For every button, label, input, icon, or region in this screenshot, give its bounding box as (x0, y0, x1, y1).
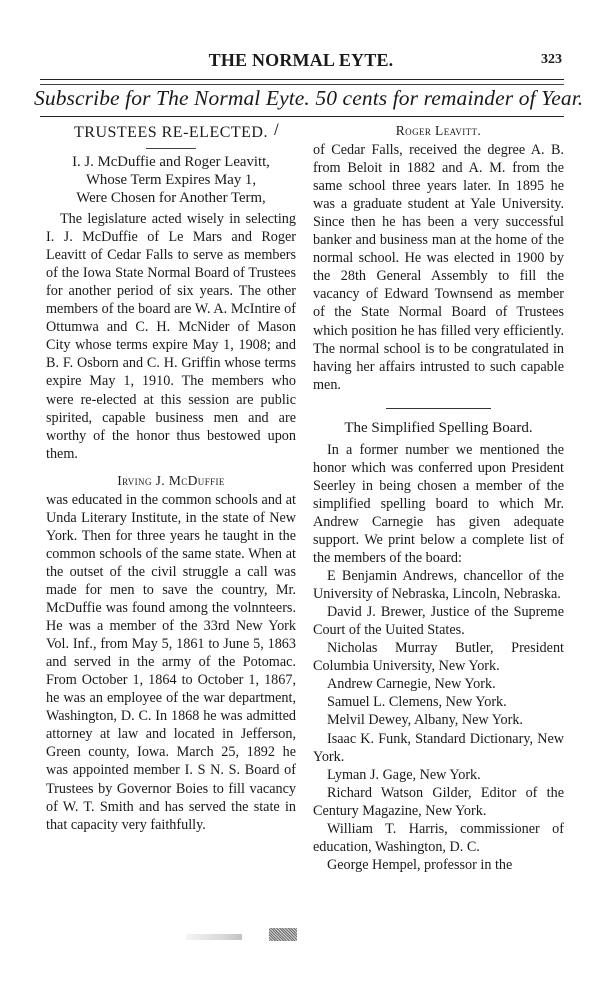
page-number: 323 (541, 52, 562, 67)
member-item: Samuel L. Clemens, New York. (327, 694, 507, 711)
member-item: Andrew Carnegie, New York. (327, 676, 496, 693)
title-rule (146, 148, 196, 149)
member-list (313, 567, 564, 874)
intro-paragraph: The legislature acted wisely in selecting I. J. McDuffie of Le Mars and Roger Leavitt of Cedar Falls to serve as members of the Iowa State Normal Board of Trustees for another period of six years. The other members of the board are W. A. McIntire of Ottumwa and C. H. McNider of Mason City whose terms expire May 1, 1908; and B. F. Osborn and C. H. Griffin whose terms expire May 1, 1910. The members who were re-elected at this session are public spirited, capable business men and are worthy of the honor thus bestowed upon them. (46, 211, 296, 462)
print-smudge (186, 934, 242, 940)
section-title-trustees: TRUSTEES RE-ELECTED. (74, 124, 268, 141)
member-item: Nicholas Murray Butler, President Columbia University, New York. (313, 640, 564, 675)
leavitt-paragraph: of Cedar Falls, received the degree A. B. from Beloit in 1882 and A. M. from the same school three years later. In 1895 he was a graduate student at Yale University. Since then he has been a very successful banker and business man at the home of the normal school. He was elected in 1900 by the 28th General Assembly to fill the vacancy of Edward Townsend as member of the State Normal Board of Trustees which position he has filled very efficiently. The normal school is to be congratulated in having her affairs intrusted to such capable men. (313, 142, 564, 393)
member-item: Lyman J. Gage, New York. (327, 766, 481, 783)
member-item: David J. Brewer, Justice of the Supreme Court of the Uuited States. (313, 604, 564, 639)
member-item: George Hempel, professor in the (327, 856, 513, 873)
pencil-mark: / (274, 122, 279, 138)
right-column (313, 122, 564, 874)
member-item: William T. Harris, commissioner of education, Washington, D. C. (313, 820, 564, 855)
member-item: Isaac K. Funk, Standard Dictionary, New York. (313, 730, 564, 765)
headline-line: Whose Term Expires May 1, (85, 172, 257, 189)
member-item: Melvil Dewey, Albany, New York. (327, 712, 523, 729)
article-headline (46, 153, 296, 207)
header-double-rule (40, 79, 564, 85)
leavitt-heading: Roger Leavitt. (395, 123, 482, 138)
subscribe-banner: Subscribe for The Normal Eyte. 50 cents for remainder of Year. (34, 86, 584, 110)
running-head (40, 48, 562, 72)
left-column (46, 122, 296, 834)
member-item: E Benjamin Andrews, chancellor of the University of Nebraska, Lincoln, Nebraska. (313, 568, 564, 603)
mcduffie-heading: Irving J. McDuffie (117, 472, 225, 488)
print-stamp (269, 928, 297, 941)
spelling-board-title: The Simplified Spelling Board. (344, 419, 533, 436)
section-divider (386, 408, 491, 409)
headline-line: Were Chosen for Another Term, (76, 190, 266, 207)
journal-title: THE NORMAL EYTE. (208, 50, 394, 70)
headline-line: I. J. McDuffie and Roger Leavitt, (72, 154, 270, 171)
spelling-paragraph: In a former number we mentioned the honor which was conferred upon President Seerley in being chosen a member of the simplified spelling board to which Mr. Andrew Carnegie has given adequate support. We print below a complete list of the members of the board: (313, 441, 564, 567)
mcduffie-paragraph: was educated in the common schools and at Unda Literary Institute, in the state of New York. Then for three years he taught in the common schools of the same state. When at the outset of the civil struggle a call was made for men to save the country, Mr. McDuffie was found among the volnnteers. He was a member of the 33rd New York Vol. Inf., from May 5, 1861 to June 5, 1863 and served in the army of the Potomac. From October 1, 1864 to October 1, 1867, he was an employee of the war department, Washington, D. C. In 1868 he was admitted attorney at law and located in Jefferson, Green county, Iowa. March 25, 1892 he was appointed member I. S N. S. Board of Trustees by Governor Boies to fill vacancy of W. T. Smith and has served the state in that capacity very faithfully. (46, 491, 296, 833)
banner-rule (40, 116, 564, 117)
member-item: Richard Watson Gilder, Editor of the Century Magazine, New York. (313, 784, 564, 819)
